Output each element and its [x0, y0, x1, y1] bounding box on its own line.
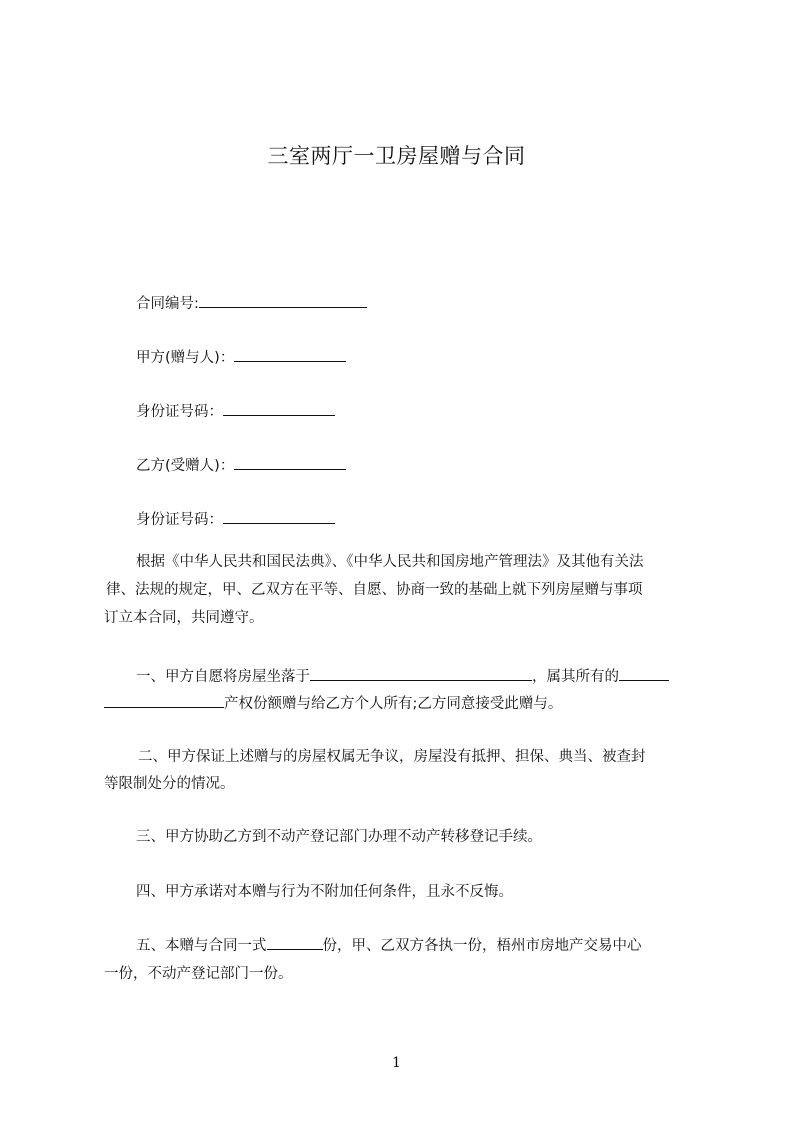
preamble-line-2: 律、法规的规定，甲、乙双方在平等、自愿、协商一致的基础上就下列房屋赠与事项: [106, 582, 643, 598]
party-a-id-field: [136, 400, 335, 421]
party-a-id-label: 身份证号码：: [136, 404, 223, 420]
contract-number-field: [136, 292, 367, 313]
clause-5-text-a: 五、本赠与合同一式: [136, 938, 267, 954]
clause-1-location-blank: [310, 666, 532, 681]
preamble-line-1: 根据《中华人民共和国民法典》、《中华人民共和国房地产管理法》及其他有关法: [136, 554, 644, 570]
party-a-id-blank: [223, 401, 335, 416]
clause-1-text-b: ，属其所有的: [532, 669, 619, 685]
party-b-blank: [234, 455, 346, 470]
contract-number-label: 合同编号:: [136, 296, 199, 312]
party-a-blank: [234, 347, 346, 362]
clause-2-line-1: 二、甲方保证上述赠与的房屋权属无争议，房屋没有抵押、担保、典当、被查封: [138, 749, 646, 765]
party-b-label: 乙方(受赠人)：: [136, 458, 235, 474]
document-title: 三室两厅一卫房屋赠与合同: [267, 144, 526, 168]
preamble-line-3: 订立本合同，共同遵守。: [104, 610, 264, 626]
clause-4: 四、甲方承诺对本赠与行为不附加任何条件，且永不反悔。: [136, 884, 513, 900]
page-number: 1: [392, 1055, 401, 1071]
party-a-field: [136, 346, 346, 367]
clause-1-line-1: [136, 665, 669, 686]
clause-1-owner-blank: [619, 666, 669, 681]
clause-5-line-2: 一份，不动产登记部门一份。: [104, 966, 293, 982]
party-b-id-label: 身份证号码：: [136, 512, 223, 528]
clause-3: 三、甲方协助乙方到不动产登记部门办理不动产转移登记手续。: [136, 829, 542, 845]
party-a-label: 甲方(赠与人)：: [136, 350, 235, 366]
party-b-id-field: [136, 508, 335, 529]
clause-5-line-1: [136, 934, 642, 955]
party-b-id-blank: [223, 509, 335, 524]
contract-number-blank: [199, 293, 367, 308]
clause-1-text-c: 产权份额赠与给乙方个人所有;乙方同意接受此赠与。: [224, 696, 563, 712]
clause-1-share-blank: [104, 693, 224, 708]
clause-5-copies-blank: [267, 935, 323, 950]
clause-5-text-b: 份，甲、乙双方各执一份，梧州市房地产交易中心: [322, 938, 642, 954]
clause-1-text-a: 一、甲方自愿将房屋坐落于: [136, 669, 310, 685]
clause-2-line-2: 等限制处分的情况。: [104, 776, 235, 792]
party-b-field: [136, 454, 346, 475]
clause-1-line-2: [104, 692, 562, 713]
